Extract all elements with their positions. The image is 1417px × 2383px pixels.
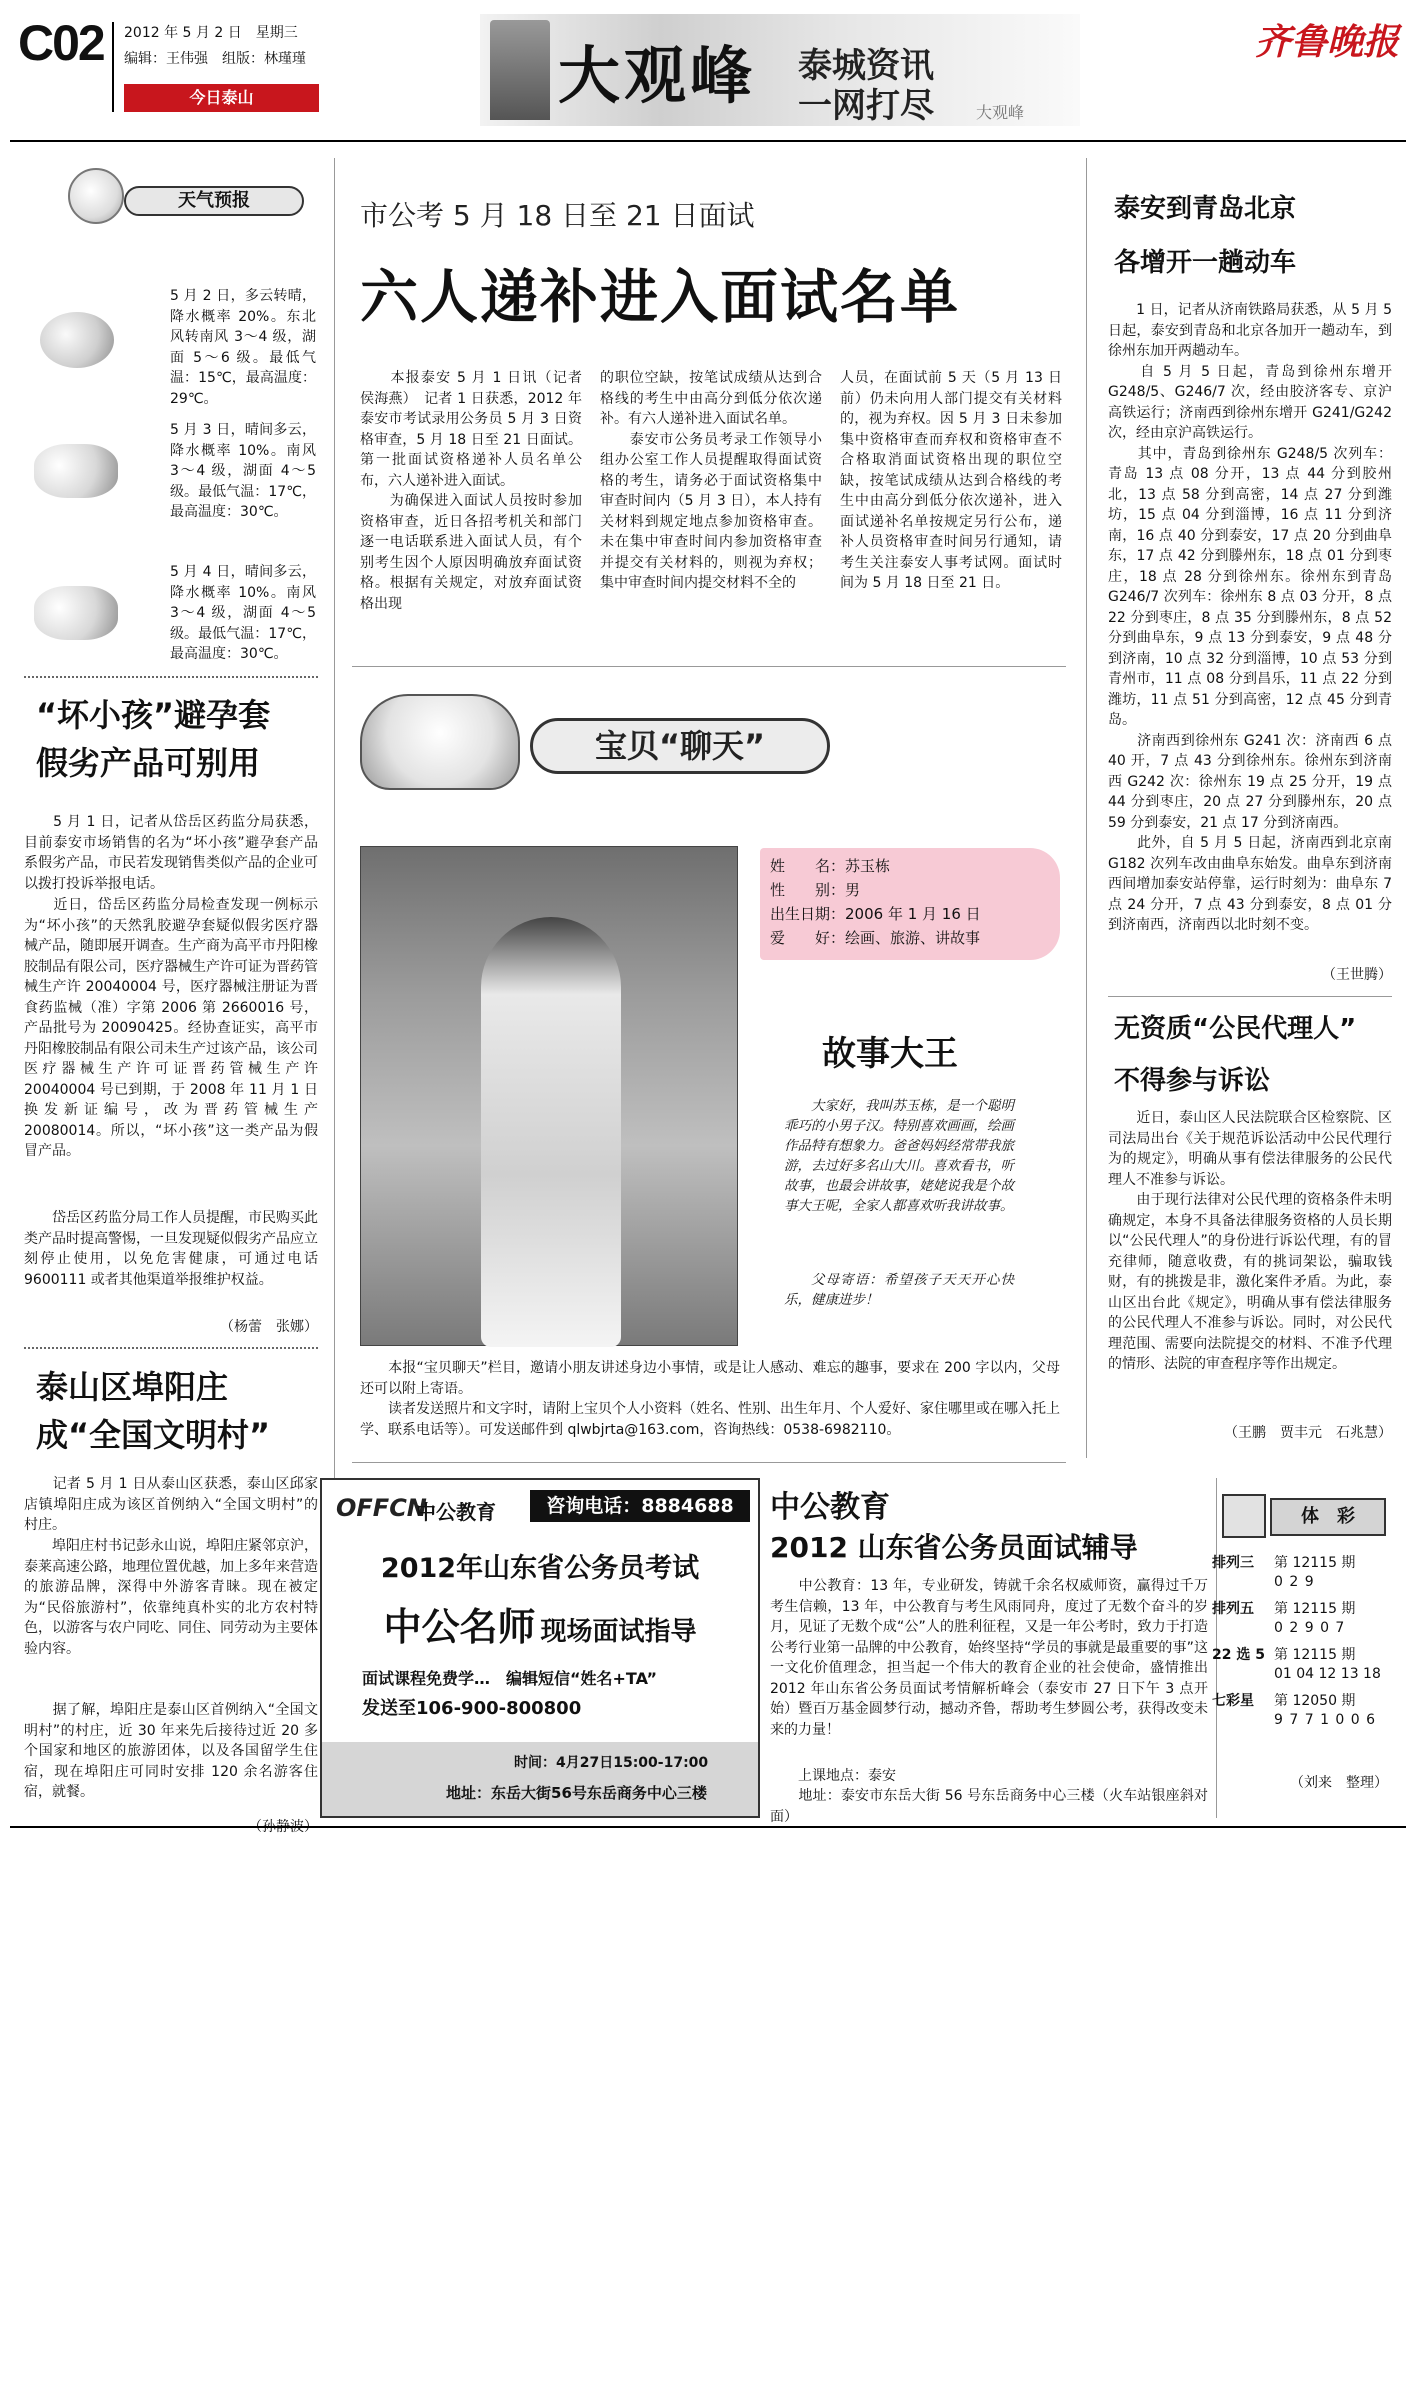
lottery-issue: 第 12115 期 <box>1274 1555 1356 1571</box>
info-value: 苏玉栋 <box>845 857 891 875</box>
weather-day-text: 5 月 4 日，晴间多云，降水概率 10%。南风 3～4 级，湖面 4～5 级。最低气温：17℃，最高温度：30℃。 <box>170 564 321 662</box>
lead-column-2: 的职位空缺，按笔试成绩从达到合格线的考生中由高分到低分依次递补。有六人递补进入面试名单。 泰安市公务员考录工作领导小组办公室工作人员提醒取得面试资格的考生，请务必于面试资格集中审查时间内（5 月 3 日），本人持有关材料到规定地点参加资格审查。未在集中审查时间内参加资格审查并提交有关材料的，则视为弃权；集中审查时间内提交材料不全的 <box>600 370 822 591</box>
banner-subtitle-2: 一网打尽 <box>798 86 934 126</box>
train-article <box>1108 188 1392 988</box>
lottery-icon <box>1222 1494 1266 1538</box>
lottery-name: 排列五 <box>1212 1601 1254 1617</box>
section-tab: 今日泰山 <box>124 84 319 112</box>
article-byline: （王鹏 贾丰元 石兆慧） <box>1224 1425 1392 1441</box>
ad-line-4: 发送至106-900-800800 <box>362 1698 582 1719</box>
mountain-gate-illustration <box>490 20 550 120</box>
issue-date: 2012 年 5 月 2 日 星期三 <box>124 25 298 41</box>
article-headline: 各增开一趟动车 <box>1114 248 1297 278</box>
article-headline: 假劣产品可别用 <box>36 744 261 782</box>
story-text: 大家好，我叫苏玉栋，是一个聪明乖巧的小男子汉。特别喜欢画画，绘画作品特有想象力。爸爸妈妈经常带我旅游，去过好多名山大川。喜欢看书，听故事，也最会讲故事，姥姥说我是个故事大王呢，全家人都喜欢听我讲故事。 <box>784 1098 1014 1214</box>
lead-article <box>352 190 1072 660</box>
weather-title: 天气预报 <box>124 186 304 216</box>
banner-subtitle-1: 泰城资讯 <box>798 46 934 86</box>
article-headline: 2012 山东省公务员面试辅导 <box>770 1531 1138 1564</box>
lottery-numbers: 01 04 12 13 18 <box>1274 1666 1381 1682</box>
ad-line-2a: 中公名师 <box>383 1605 536 1649</box>
info-row <box>770 926 1050 950</box>
weather-mascot-icon <box>68 168 124 224</box>
baby-chat-banner: 宝贝“聊天” <box>530 718 830 774</box>
sunny-cloud-icon <box>34 586 118 640</box>
village-article <box>24 1362 318 1842</box>
class-location: 上课地点：泰安 <box>770 1768 896 1784</box>
baby-mascot-icon <box>360 694 520 790</box>
newspaper-brand-logo: 齐鲁晚报 <box>1255 21 1400 63</box>
article-paragraph: 5 月 1 日，记者从岱岳区药监分局获悉，目前泰安市场销售的名为“坏小孩”避孕套产品系假劣产品，市民若发现销售类似产品的企业可以拨打投诉举报电话。 <box>24 814 318 892</box>
info-label: 性 别： <box>770 881 846 899</box>
ad-line-2b: 现场面试指导 <box>540 1617 697 1647</box>
weather-day <box>24 562 321 672</box>
article-headline: 泰山区埠阳庄 <box>36 1368 229 1406</box>
article-headline: “坏小孩”避孕套 <box>36 696 271 734</box>
ad-line-2 <box>322 1596 758 1651</box>
ad-address: 地址：东岳大街56号东岳商务中心三楼 <box>446 1784 707 1802</box>
info-row <box>770 902 1050 926</box>
story-title: 故事大王 <box>822 1034 958 1074</box>
lottery-numbers: 9 7 7 1 0 0 6 <box>1274 1712 1377 1728</box>
sunny-cloud-icon <box>34 444 118 498</box>
child-figure <box>481 917 621 1347</box>
article-headline: 泰安到青岛北京 <box>1114 194 1297 224</box>
ad-line-1: 2012年山东省公务员考试 <box>380 1553 700 1584</box>
article-headline: 无资质“公民代理人” <box>1114 1014 1357 1044</box>
partly-cloudy-icon <box>40 312 114 368</box>
baby-info-card <box>760 848 1060 960</box>
page-number: C02 <box>18 15 104 71</box>
info-label: 出生日期： <box>770 905 846 923</box>
offcn-advertisement <box>320 1478 760 1818</box>
lottery-title: 体 彩 <box>1270 1498 1386 1536</box>
banner-title: 大观峰 <box>558 39 757 112</box>
info-value: 绘画、旅游、讲故事 <box>845 929 981 947</box>
banner-watermark: 大观峰 <box>976 103 1025 122</box>
article-byline: （孙静波） <box>248 1819 318 1835</box>
lottery-issue: 第 12050 期 <box>1274 1693 1356 1709</box>
lead-kicker: 市公考 5 月 18 日至 21 日面试 <box>360 199 755 232</box>
weather-day <box>24 286 314 406</box>
article-paragraph: 记者 5 月 1 日从泰山区获悉，泰山区邱家店镇埠阳庄成为该区首例纳入“全国文明村”的村庄。 <box>24 1476 318 1533</box>
info-value: 2006 年 1 月 16 日 <box>845 905 981 923</box>
lottery-name: 排列三 <box>1212 1555 1254 1571</box>
info-label: 爱 好： <box>770 929 846 947</box>
lottery-issue: 第 12115 期 <box>1274 1647 1356 1663</box>
child-photo <box>360 846 738 1346</box>
weather-day-text: 5 月 3 日，晴间多云，降水概率 10%。南风 3～4 级，湖面 4～5 级。最低气温：17℃，最高温度：30℃。 <box>170 422 321 520</box>
lottery-name: 22 选 5 <box>1212 1647 1265 1663</box>
lead-column-1: 本报泰安 5 月 1 日讯（记者 侯海燕） 记者 1 日获悉，2012 年泰安市考试录用公务员 5 月 3 日资格审查，5 月 18 日至 21 日面试。第一批面试资格递补人员名单公布，六人递补进入面试。 为确保进入面试人员按时参加资格审查，近日各招考机关和部门逐一电话联系进入面试人员，有个别考生因个人原因明确放弃面试资格。根据有关规定，对放弃面试资格出现 <box>360 370 582 612</box>
ad-phone: 咨询电话：8884688 <box>530 1490 750 1522</box>
baby-chat-note: 本报“宝贝聊天”栏目，邀请小朋友讲述身边小事情，或是让人感动、难忘的趣事，要求在 200 字以内，父母还可以附上寄语。 读者发送照片和文字时，请附上宝贝个人小资料（姓名、性别、出生年月、个人爱好、家住哪里或在哪入托上学、联系电话等）。可发送邮件到 qlwbjrta@163.com，咨询热线：0538-6982110。 <box>360 1360 1060 1438</box>
page-header <box>0 0 1417 130</box>
lottery-name: 七彩星 <box>1212 1693 1254 1709</box>
lead-column-3: 人员，在面试前 5 天（5 月 13 日前）仍未向用人部门提交有关材料的，视为弃权。因 5 月 3 日未参加集中资格审查而弃权和资格审查不合格取消面试资格出现的职位空缺，按笔试成绩从达到合格线的考生中由高分到低分依次递补，进入面试递补名单按规定另行公布，递补人员资格审查时间另行通知，请考生关注泰安人事考试网。面试时间为 5 月 18 日至 21 日。 <box>840 370 1062 591</box>
offcn-logo: 中公教育 <box>416 1500 496 1524</box>
lawyer-article <box>1108 1008 1392 1448</box>
weather-day-text: 5 月 2 日，多云转晴，降水概率 20%。东北风转南风 3～4 级，湖面 5～6 级。最低气温：15℃，最高温度：29℃。 <box>170 288 316 407</box>
ad-time: 时间：4月27日15:00-17:00 <box>514 1755 709 1771</box>
info-row <box>770 854 1050 878</box>
banner-image <box>480 14 1080 126</box>
lottery-numbers: 0 2 9 0 7 <box>1274 1620 1346 1636</box>
article-byline: （王世腾） <box>1322 967 1392 983</box>
lottery-numbers: 0 2 9 <box>1274 1574 1315 1590</box>
article-paragraph: 1 日，记者从济南铁路局获悉，从 5 月 5 日起，泰安到青岛和北京各加开一趟动车，到徐州东加开两趟动车。 自 5 月 5 日起，青岛到徐州东增开 G248/5、G246/7 次，经由胶济客专、京沪高铁运行；济南西到徐州东增开 G241/G242 次，经由京沪高铁运行。 其中，青岛到徐州东 G248/5 次列车：青岛 13 点 08 分开，13 点 44 分到胶州北，13 点 58 分到高密，14 点 27 分到潍坊，15 点 04 分到淄博，16 点 11 分到济南，16 点 40 分到泰安，17 点 20 分到曲阜东，17 点 42 分到滕州东，18 点 01 分到枣庄，18 点 28 分到徐州东。徐州东到青岛 G246/7 次列车：徐州东 8 点 03 分开，8 点 22 分到枣庄，8 点 35 分到滕州东，8 点 52 分到曲阜东，9 点 13 分到泰安，9 点 48 分到济南，10 点 32 分到淄博，10 点 53 分到青州市，11 点 08 分到昌乐，11 点 22 分到潍坊，11 点 51 分到高密，12 点 45 分到青岛。 济南西到徐州东 G241 次：济南西 6 点 40 开，7 点 43 分到徐州东。徐州东到济南西 G242 次：徐州东 19 点 25 分开，19 点 44 分到枣庄，20 点 27 分到滕州东，20 点 59 分到泰安，21 点 17 分到济南西。 此外，自 5 月 5 日起，济南西到北京南 G182 次列车改由曲阜东始发。曲阜东到济南西间增加泰安站停靠，运行时刻为：曲阜东 7 点 24 分开，7 点 43 分到泰安，8 点 01 分到济南西，济南西以北时刻不变。 <box>1108 302 1392 933</box>
weather-section <box>24 158 324 678</box>
article-paragraph: 据了解，埠阳庄是泰山区首例纳入“全国文明村”的村庄，近 30 年来先后接待过近 20 多个国家和地区的旅游团体，以及各国留学生住宿，现在埠阳庄可同时安排 120 余名游客住宿，就餐。 <box>24 1702 318 1800</box>
article-paragraph: 中公教育：13 年，专业研发，铸就千余名权威师资，赢得过千万考生信赖，13 年，中公教育与考生风雨同舟，度过了无数个奋斗的岁月，见证了无数个成“公”人的胜利征程，又是一年公考时，致力于打造公考行业第一品牌的中公教育，始终坚持“学员的事就是最重要的事”这一文化价值理念，担当起一个伟大的教育企业的社会使命，盛情推出 2012 年山东省公务员面试考情解析峰会（泰安市 27 日下午 3 点开始）暨百万基金圆梦行动，撼动齐鲁，帮助考生梦圆公考，获得改变未来的力量！ <box>770 1578 1213 1738</box>
article-headline: 中公教育 <box>770 1490 890 1525</box>
article-headline: 不得参与诉讼 <box>1114 1066 1271 1096</box>
article-paragraph: 近日，泰山区人民法院联合区检察院、区司法局出台《关于规范诉讼活动中公民代理行为的规定》，明确从事有偿法律服务的公民代理人不准参与诉讼。 由于现行法律对公民代理的资格条件未明确规定，本身不具备法律服务资格的人员长期以“公民代理人”的身份进行诉讼代理，有的冒充律师，随意收费，有的挑词架讼，骗取钱财，有的挑拨是非，激化案件矛盾。为此，泰山区出台此《规定》，明确从事有偿法律服务的公民代理人不准参与诉讼。同时，对公民代理范围、需要向法院提交的材料、不准予代理的情形、法院的审查程序等作出规定。 <box>1108 1110 1392 1372</box>
article-byline: （杨蕾 张娜） <box>220 1319 318 1335</box>
weather-day <box>24 420 321 530</box>
info-row <box>770 878 1050 902</box>
ad-line-3: 面试课程免费学… 编辑短信“姓名+TA” <box>362 1669 658 1688</box>
lottery-issue: 第 12115 期 <box>1274 1601 1356 1617</box>
info-label: 姓 名： <box>770 857 846 875</box>
condom-article <box>24 690 323 1335</box>
editor-credits: 编辑：王伟强 组版：林瑾瑾 <box>124 51 306 67</box>
lead-headline: 六人递补进入面试名单 <box>360 263 961 331</box>
lottery-section <box>1212 1486 1396 1816</box>
parent-wish: 父母寄语：希望孩子天天开心快乐，健康进步！ <box>784 1272 1014 1308</box>
offcn-article <box>770 1480 1213 1825</box>
info-value: 男 <box>845 881 861 899</box>
offcn-logo-icon: OFFCN <box>336 1494 427 1522</box>
lottery-byline: （刘来 整理） <box>1290 1775 1388 1791</box>
class-address: 地址：泰安市东岳大街 56 号东岳商务中心三楼（火车站银座斜对面） <box>770 1788 1208 1825</box>
ad-footer-band <box>322 1742 758 1816</box>
article-paragraph: 岱岳区药监分局工作人员提醒，市民购买此类产品时提高警惕，一旦发现疑似假劣产品应立刻停止使用，以免危害健康，可通过电话 9600111 或者其他渠道举报维护权益。 <box>24 1210 323 1288</box>
baby-chat-section <box>352 680 1072 1440</box>
article-paragraph: 埠阳庄村书记彭永山说，埠阳庄紧邻京沪，泰莱高速公路，地理位置优越，加上多年来营造的旅游品牌，深得中外游客青睐。现在被定为“民俗旅游村”，依靠纯真朴实的北方农村特色，以游客与农户同吃、同住、同劳动为主要体验内容。 <box>24 1538 318 1657</box>
article-headline: 成“全国文明村” <box>36 1416 271 1454</box>
article-paragraph: 近日，岱岳区药监分局检查发现一例标示为“坏小孩”的天然乳胶避孕套疑似假劣医疗器械产品，随即展开调查。生产商为高平市丹阳橡胶制品有限公司，医疗器械生产许可证为晋药管械生产许 20040004 号，医疗器械注册证为晋食药监械（准）字第 2006 第 2660016 号，产品批号为 20090425。经协查证实，高平市丹阳橡胶制品有限公司未生产过该产品，该公司医疗器械生产许可证晋药管械生产许 20040004 号已到期，于 2008 年 11 月 1 日换发新证编号，改为晋药管械生产 20080014。所以，“坏小孩”这一类产品为假冒产品。 <box>24 897 323 1159</box>
